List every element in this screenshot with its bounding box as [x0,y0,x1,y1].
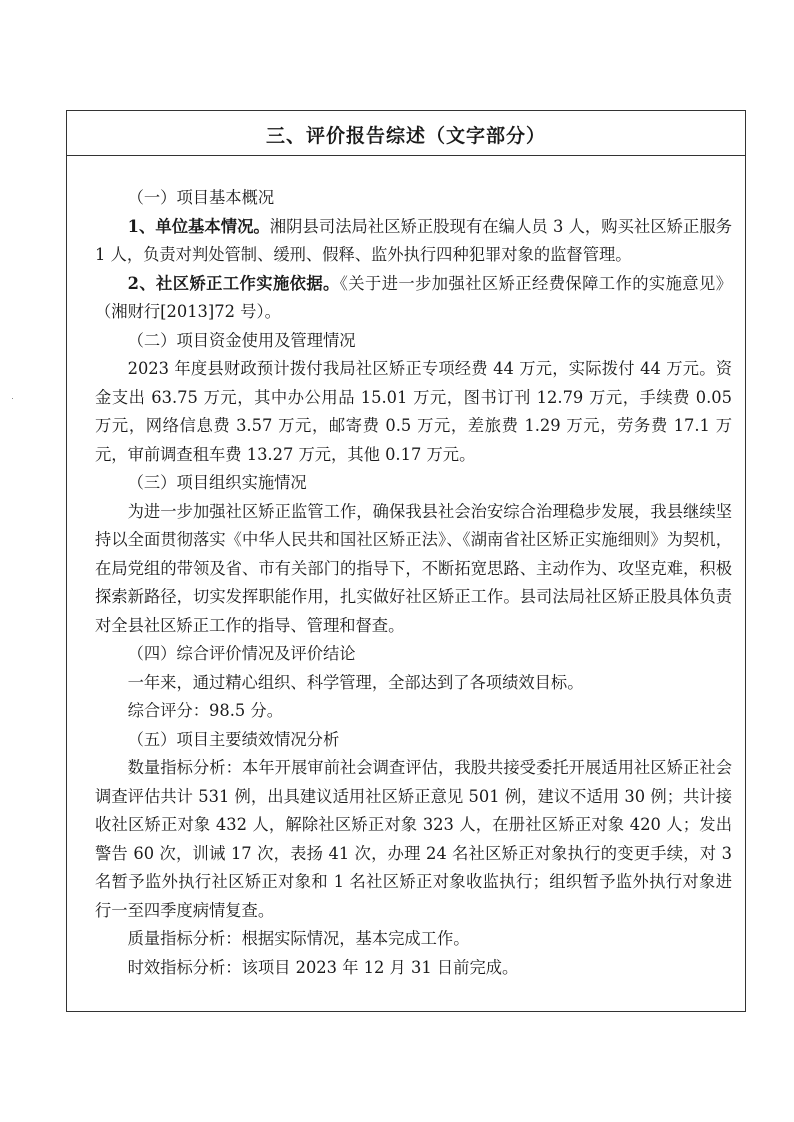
paragraph-lead: 2、社区矫正工作实施依据。 [127,273,340,293]
report-body [95,184,732,982]
paragraph-basis [95,270,732,327]
paragraph-timeliness: 时效指标分析：该项目 2023 年 12 月 31 日前完成。 [127,957,519,977]
title-row [67,111,745,156]
paragraph-conclusion: 一年来，通过精心组织、科学管理，全部达到了各项绩效目标。 [127,672,584,692]
paragraph-text: 《关于进一步加强社区矫正经费保障工作的实施意见》（湘财行[2013]72 号）。 [95,273,732,321]
page-title: 三、评价报告综述（文字部分） [265,125,546,147]
scan-speck [12,398,13,399]
paragraph-quality: 质量指标分析：根据实际情况，基本完成工作。 [127,929,470,948]
section-heading-4: （四）综合评价情况及评价结论 [127,644,356,663]
section-heading-5: （五）项目主要绩效情况分析 [127,729,340,749]
section-heading-1: （一）项目基本概况 [127,188,275,207]
paragraph-quantity: 数量指标分析：本年开展审前社会调查评估，我股共接受委托开展适用社区矫正社会调查评估共计 531 例，出具建议适用社区矫正意见 501 例，建议不适用 30 例；共计接收社区矫正对象 432 人，解除社区矫正对象 323 人，在册社区矫正对象 420 人；发出警告 60 次，训诫 17 次，表扬 41 次，办理 24 名社区矫正对象执行的变更手续，对 3 名暂予监外执行社区矫正对象和 1 名社区矫正对象收监执行；组织暂予监外执行对象进行一至四季度病情复查。 [95,758,732,920]
section-heading-2: （二）项目资金使用及管理情况 [127,330,356,350]
paragraph-lead: 1、单位基本情况。 [127,216,270,236]
paragraph-unit-basics [95,213,732,270]
paragraph-funds: 2023 年度县财政预计拨付我局社区矫正专项经费 44 万元，实际拨付 44 万元。资金支出 63.75 万元，其中办公用品 15.01 万元，图书订刊 12.79 万元，手续费 0.05 万元，网络信息费 3.57 万元，邮寄费 0.5 万元，差旅费 1.29 万元，劳务费 17.1 万元，审前调查租车费 13.27 万元，其他 0.17 万元。 [95,359,732,464]
overall-score: 综合评分：98.5 分。 [127,701,283,720]
section-heading-3: （三）项目组织实施情况 [127,473,307,492]
paragraph-implementation: 为进一步加强社区矫正监管工作，确保我县社会治安综合治理稳步发展，我县继续坚持以全面贯彻落实《中华人民共和国社区矫正法》、《湖南省社区矫正实施细则》为契机，在局党组的带领及省、市有关部门的指导下，不断拓宽思路、主动作为、攻坚克难，积极探索新路径，切实发挥职能作用，扎实做好社区矫正工作。县司法局社区矫正股具体负责对全县社区矫正工作的指导、管理和督查。 [95,501,732,635]
paragraph-text: 湘阴县司法局社区矫正股现有在编人员 3 人，购买社区矫正服务 1 人，负责对判处管制、缓刑、假释、监外执行四种犯罪对象的监督管理。 [95,216,732,264]
